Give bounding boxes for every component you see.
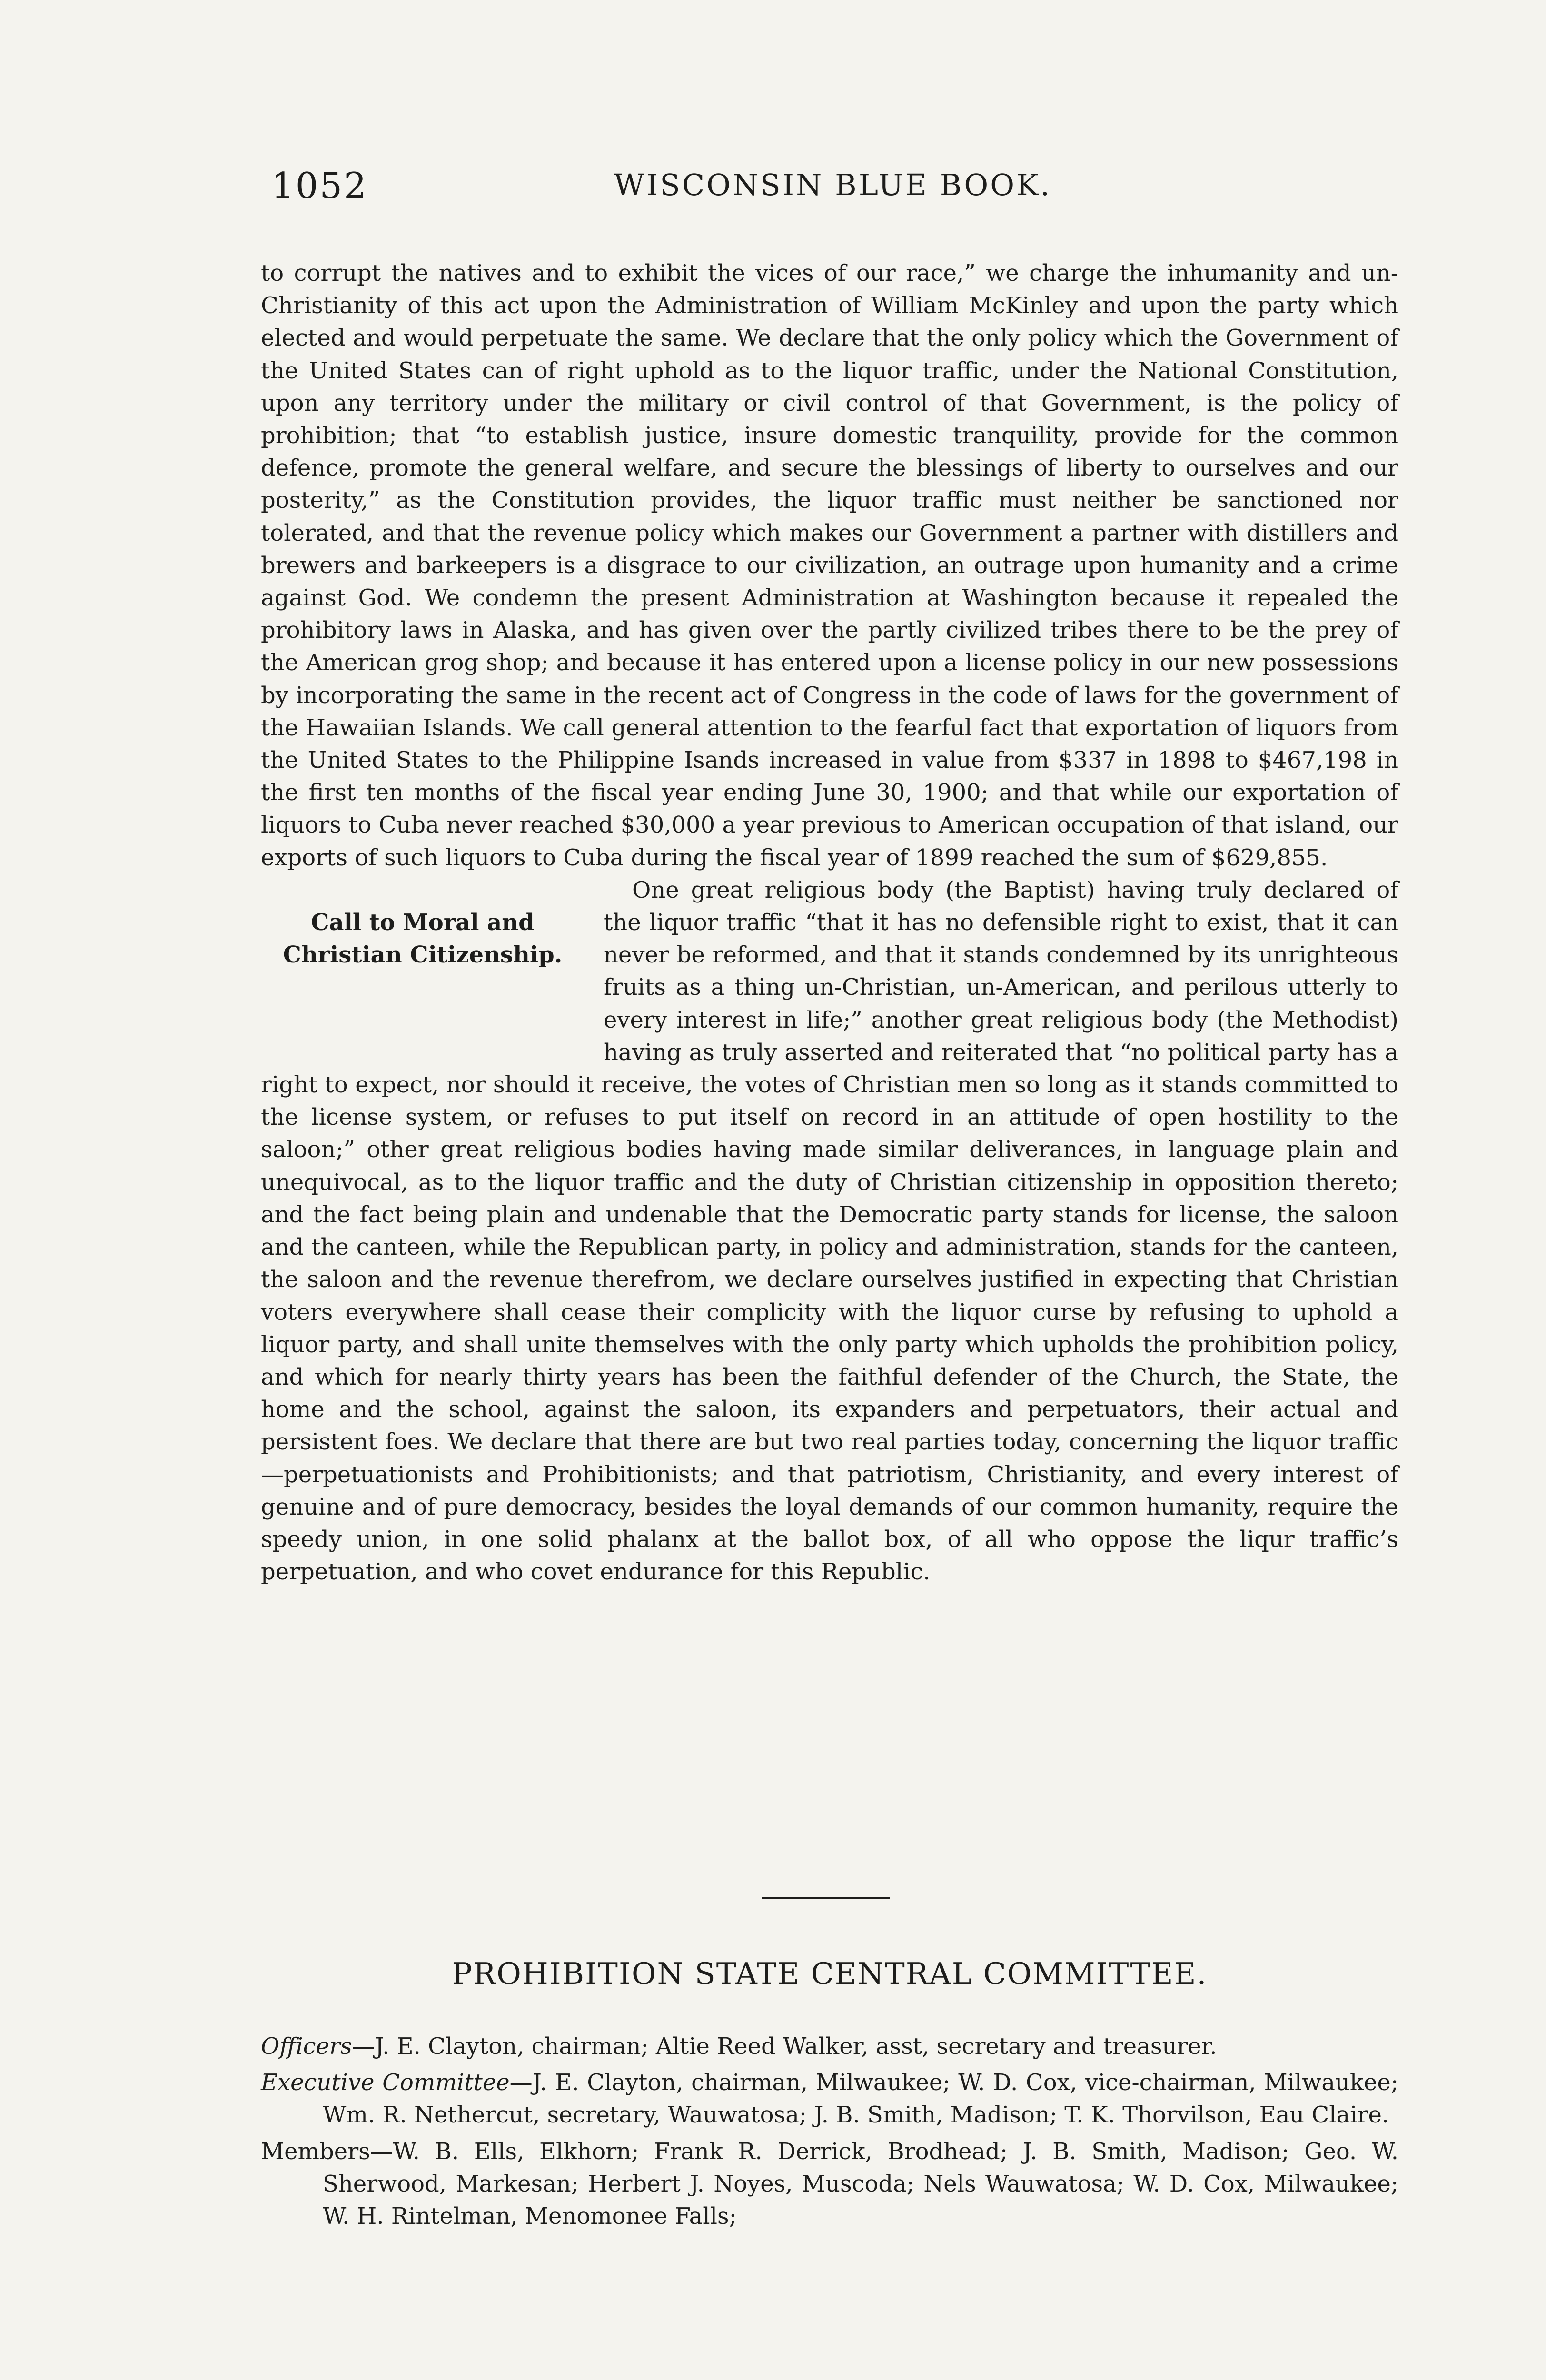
committee-list <box>261 2030 1398 2236</box>
running-head: WISCONSIN BLUE BOOK. <box>614 168 1052 202</box>
executive-committee-text: —J. E. Clayton, chairman, Milwaukee; W. D. Cox, vice-chairman, Milwaukee; Wm. R. Nethercut, secretary, Wauwatosa; J. B. Smith, Madison; T. K. Thorvilson, Eau Claire. <box>323 2069 1398 2129</box>
executive-committee-label: Executive Committee <box>261 2069 510 2096</box>
officers-entry <box>261 2030 1398 2063</box>
page-header <box>262 165 1395 212</box>
section-divider <box>762 1897 890 1899</box>
members-text: Members—W. B. Ells, Elkhorn; Frank R. Derrick, Brodhead; J. B. Smith, Madison; Geo. W. Sherwood, Markesan; Herbert J. Noyes, Muscoda; Nels Wauwatosa; W. D. Cox, Milwaukee; W. H. Rintelman, Menomonee Falls; <box>261 2138 1398 2230</box>
officers-label: Officers <box>261 2033 352 2060</box>
page-number: 1052 <box>271 165 368 207</box>
executive-committee-entry <box>261 2066 1398 2131</box>
margin-sidenote: Call to Moral and Christian Citizenship. <box>283 909 563 969</box>
body-paragraph: One great religious body (the Baptist) having truly declared of the liquor traffic “that it has no defensible right to exist, that it can never be reformed, and that it stands condemned by its unrighteous fruits as a thing un-Christian, un-American, and perilous utterly to every interest in life;” another great religious body (the Methodist) having as truly asserted and reiterated that “no political party has a right to expect, nor should it receive, the votes of Christian men so long as it stands committed to the license system, or refuses to put itself on record in an attitude of open hostility to the saloon;” other great religious bodies having made similar deliverances, in language plain and unequivocal, as to the liquor traffic and the duty of Christian citizenship in opposition thereto; and the fact being plain and undenable that the Democratic party stands for license, the saloon and the canteen, while the Republican party, in policy and administration, stands for the canteen, the saloon and the revenue therefrom, we declare ourselves justified in expecting that Christian voters everywhere shall cease their complicity with the liquor curse by refusing to uphold a liquor party, and shall unite themselves with the only party which upholds the prohibition policy, and which for nearly thirty years has been the faithful defender of the Church, the State, the home and the school, against the saloon, its expanders and perpetuators, their actual and persistent foes. We declare that there are but two real parties today, concerning the liquor traffic—perpetuationists and Prohibitionists; and that patriotism, Christianity, and every interest of genuine and of pure democracy, besides the loyal demands of our common humanity, require the speedy union, in one solid phalanx at the ballot box, of all who oppose the liqur traffic’s perpetuation, and who covet endurance for this Republic. <box>261 876 1398 1586</box>
members-entry <box>261 2135 1398 2233</box>
body-paragraph: to corrupt the natives and to exhibit the vices of our race,” we charge the inhumanity and un-Christianity of this act upon the Administration of William McKinley and upon the party which elected and would perpetuate the same. We declare that the only policy which the Government of the United States can of right uphold as to the liquor traffic, under the National Constitution, upon any territory under the military or civil control of that Government, is the policy of prohibition; that “to establish justice, insure domestic tranquility, provide for the common defence, promote the general welfare, and secure the blessings of liberty to ourselves and our posterity,” as the Constitution provides, the liquor traffic must neither be sanctioned nor tolerated, and that the revenue policy which makes our Government a partner with distillers and brewers and barkeepers is a disgrace to our civilization, an outrage upon humanity and a crime against God. We condemn the present Administration at Washington because it repealed the prohibitory laws in Alaska, and has given over the partly civilized tribes there to be the prey of the American grog shop; and because it has entered upon a license policy in our new possessions by incorporating the same in the recent act of Congress in the code of laws for the government of the Hawaiian Islands. We call general attention to the fearful fact that exportation of liquors from the United States to the Philippine Isands increased in value from $337 in 1898 to $467,198 in the first ten months of the fiscal year ending June 30, 1900; and that while our exportation of liquors to Cuba never reached $30,000 a year previous to American occupation of that island, our exports of such liquors to Cuba during the fiscal year of 1899 reached the sum of $629,855. <box>261 260 1398 871</box>
platform-text <box>261 257 1398 1588</box>
officers-text: —J. E. Clayton, chairman; Altie Reed Walker, asst, secretary and treasurer. <box>352 2033 1217 2060</box>
section-title: PROHIBITION STATE CENTRAL COMMITTEE. <box>452 1956 1208 1991</box>
